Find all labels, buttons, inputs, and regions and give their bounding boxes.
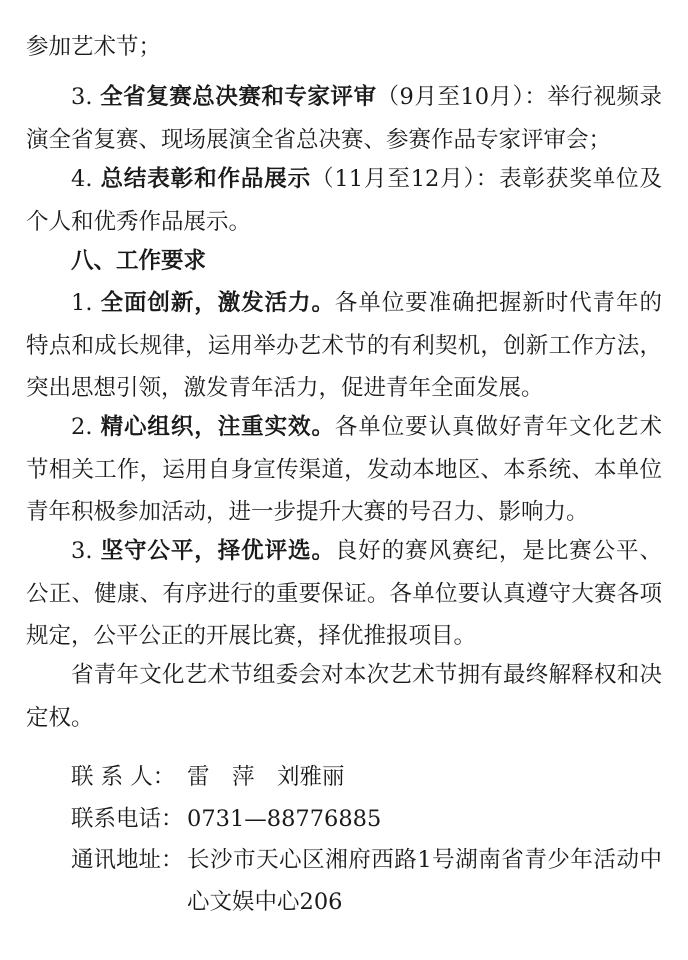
section-heading: 八、工作要求 — [71, 248, 207, 274]
contact-person-value: 雷 萍 刘雅丽 — [187, 764, 345, 790]
item-number: 1. — [71, 290, 93, 316]
item-title: 坚守公平，择优评选。 — [100, 538, 335, 564]
contact-address-label: 通讯地址： — [71, 847, 184, 873]
contact-phone-value: 0731—88776885 — [187, 806, 382, 832]
item-title: 总结表彰和作品展示 — [100, 166, 312, 192]
item-number: 4. — [71, 166, 93, 192]
final-text: 省青年文化艺术节组委会对本次艺术节拥有最终解释权和决定权。 — [26, 662, 662, 731]
item-text: 良好的赛风赛纪，是比赛公平、公正、健康、有序进行的重要保证。各单位要认真遵守大赛各项规定，公平公正的开展比赛，择优推报项目。 — [26, 538, 662, 649]
final-statement — [26, 654, 662, 739]
requirement-3 — [26, 530, 662, 658]
continued-paragraph — [26, 26, 662, 69]
item-title: 全面创新，激发活力。 — [100, 290, 335, 316]
requirement-2 — [26, 406, 662, 534]
item-number: 3. — [71, 84, 93, 110]
contact-person-label: 联 系 人： — [71, 764, 176, 790]
item-text: （9月至10月）：举行视频录演全省复赛、现场展演全省总决赛、参赛作品专家评审会； — [26, 84, 662, 153]
continued-text: 参加艺术节； — [26, 34, 162, 60]
schedule-item-4 — [26, 158, 662, 243]
contact-address-value: 长沙市天心区湘府西路1号湖南省青少年活动中心文娱中心206 — [187, 847, 662, 915]
item-text: 各单位要认真做好青年文化艺术节相关工作，运用自身宣传渠道，发动本地区、本系统、本单位青年积极参加活动，进一步提升大赛的号召力、影响力。 — [26, 414, 662, 525]
schedule-item-3 — [26, 76, 662, 161]
item-title: 精心组织，注重实效。 — [100, 414, 335, 440]
item-title: 全省复赛总决赛和专家评审 — [100, 84, 377, 110]
item-text: 各单位要准确把握新时代青年的特点和成长规律，运用举办艺术节的有利契机，创新工作方法，突出思想引领，激发青年活力，促进青年全面发展。 — [26, 290, 662, 401]
item-number: 2. — [71, 414, 93, 440]
contact-phone — [71, 798, 381, 840]
contact-person — [71, 756, 345, 798]
requirement-1 — [26, 282, 662, 410]
item-number: 3. — [71, 538, 93, 564]
contact-phone-label: 联系电话： — [71, 806, 184, 832]
item-text: （11月至12月）：表彰获奖单位及个人和优秀作品展示。 — [26, 166, 662, 235]
